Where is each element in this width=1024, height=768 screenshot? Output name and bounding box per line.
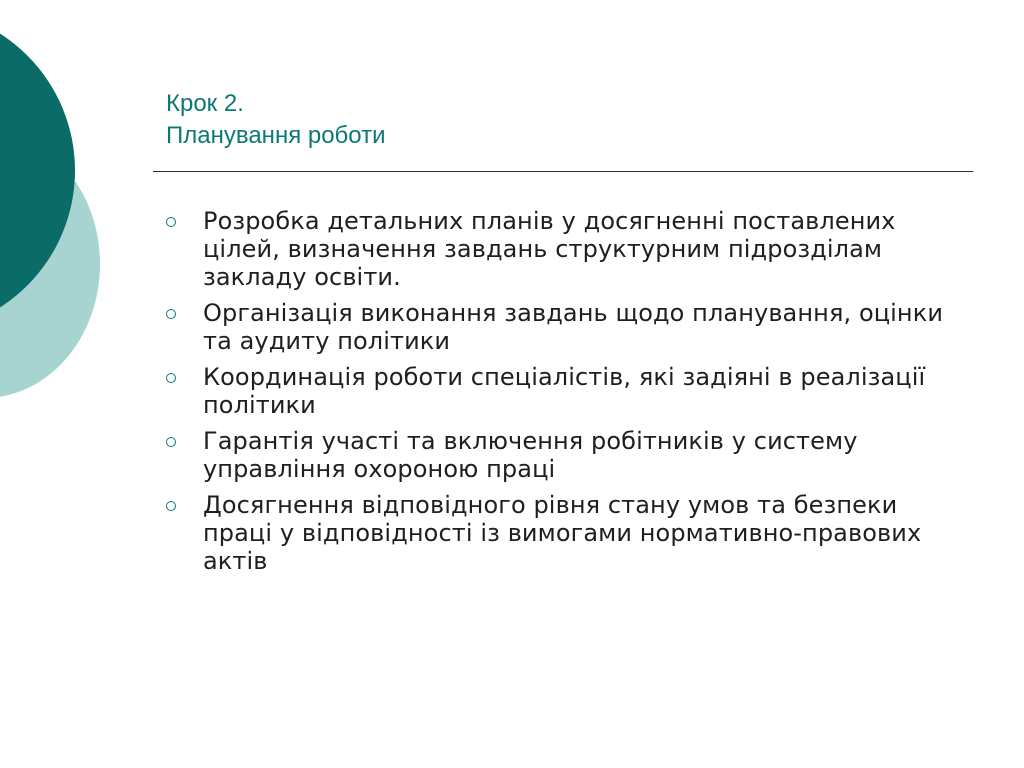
bullet-circle-icon bbox=[166, 309, 176, 319]
bullet-circle-icon bbox=[166, 217, 176, 227]
slide-title bbox=[166, 88, 946, 152]
bullet-circle-icon bbox=[166, 437, 176, 447]
bullet-text: Координація роботи спеціалістів, які задіяні в реалізації політики bbox=[203, 363, 926, 419]
bullet-list bbox=[160, 207, 960, 583]
bullet-text: Досягнення відповідного рівня стану умов та безпеки праці у відповідності із вимогами нормативно-правових актів bbox=[203, 491, 922, 575]
bullet-text: Організація виконання завдань щодо планування, оцінки та аудиту політики bbox=[203, 299, 944, 355]
bullet-item bbox=[160, 427, 960, 483]
bullet-item bbox=[160, 363, 960, 419]
title-line-step: Крок 2. bbox=[166, 90, 244, 117]
title-divider bbox=[153, 171, 973, 172]
bullet-item bbox=[160, 207, 960, 291]
bullet-item bbox=[160, 299, 960, 355]
title-line-heading: Планування роботи bbox=[166, 122, 386, 149]
bullet-circle-icon bbox=[166, 373, 176, 383]
bullet-circle-icon bbox=[166, 501, 176, 511]
bullet-item bbox=[160, 491, 960, 575]
bullet-text: Гарантія участі та включення робітників у систему управління охороною праці bbox=[203, 427, 858, 483]
bullet-text: Розробка детальних планів у досягненні поставлених цілей, визначення завдань структурним підрозділам закладу освіти. bbox=[203, 207, 896, 291]
